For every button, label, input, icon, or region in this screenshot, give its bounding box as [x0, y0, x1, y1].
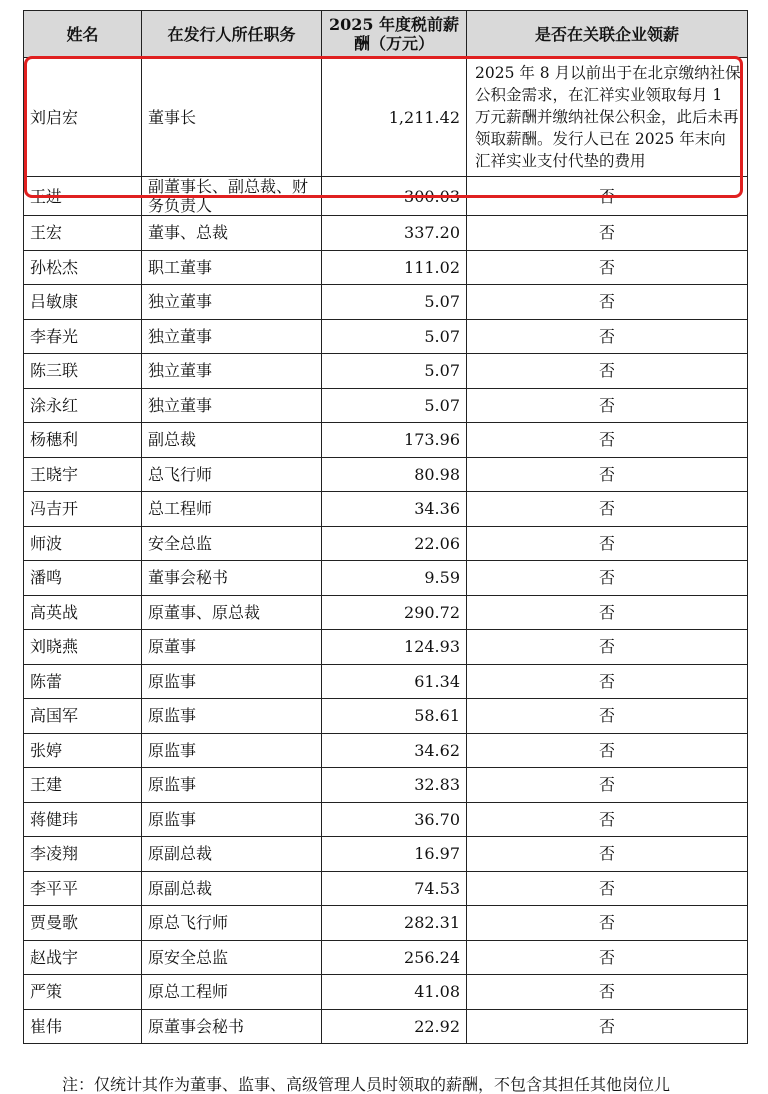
cell-position: 原监事	[142, 664, 322, 699]
cell-position: 原安全总监	[142, 940, 322, 975]
cell-name: 冯吉开	[24, 492, 142, 527]
cell-name: 刘晓燕	[24, 630, 142, 665]
cell-related-pay: 否	[467, 871, 748, 906]
cell-position: 副董事长、副总裁、财务负责人	[142, 177, 322, 216]
footnote: 注：仅统计其作为董事、监事、高级管理人员时领取的薪酬，不包含其担任其他岗位儿	[62, 1075, 671, 1094]
cell-related-pay: 否	[467, 285, 748, 320]
cell-name: 李平平	[24, 871, 142, 906]
cell-position: 原总飞行师	[142, 906, 322, 941]
table-row	[24, 595, 748, 630]
cell-name: 吕敏康	[24, 285, 142, 320]
table-row	[24, 630, 748, 665]
cell-related-pay: 否	[467, 250, 748, 285]
table-row	[24, 388, 748, 423]
table-row	[24, 975, 748, 1010]
table-row	[24, 906, 748, 941]
cell-related-pay: 否	[467, 526, 748, 561]
cell-name: 陈三联	[24, 354, 142, 389]
table-row	[24, 216, 748, 251]
cell-position: 原监事	[142, 802, 322, 837]
cell-position: 总飞行师	[142, 457, 322, 492]
cell-related-pay: 否	[467, 319, 748, 354]
cell-salary: 61.34	[322, 664, 467, 699]
cell-related-pay: 否	[467, 354, 748, 389]
cell-name: 崔伟	[24, 1009, 142, 1044]
table-row	[24, 664, 748, 699]
table-body	[24, 58, 748, 1044]
cell-related-pay: 否	[467, 733, 748, 768]
cell-related-pay: 否	[467, 561, 748, 596]
cell-related-pay: 否	[467, 699, 748, 734]
cell-salary: 32.83	[322, 768, 467, 803]
cell-name: 李春光	[24, 319, 142, 354]
cell-position: 原董事会秘书	[142, 1009, 322, 1044]
table-row	[24, 492, 748, 527]
cell-related-pay: 否	[467, 630, 748, 665]
cell-position: 原监事	[142, 768, 322, 803]
cell-position: 职工董事	[142, 250, 322, 285]
header-salary: 2025 年度税前薪酬（万元）	[322, 11, 467, 58]
cell-salary: 124.93	[322, 630, 467, 665]
cell-position: 独立董事	[142, 354, 322, 389]
table-row	[24, 526, 748, 561]
cell-name: 涂永红	[24, 388, 142, 423]
cell-salary: 74.53	[322, 871, 467, 906]
cell-position: 独立董事	[142, 319, 322, 354]
cell-salary: 58.61	[322, 699, 467, 734]
cell-name: 孙松杰	[24, 250, 142, 285]
cell-salary: 256.24	[322, 940, 467, 975]
cell-name: 潘鸣	[24, 561, 142, 596]
cell-salary: 290.72	[322, 595, 467, 630]
cell-name: 贾曼歌	[24, 906, 142, 941]
cell-related-pay: 否	[467, 802, 748, 837]
cell-salary: 80.98	[322, 457, 467, 492]
cell-name: 张婷	[24, 733, 142, 768]
cell-related-pay: 否	[467, 768, 748, 803]
cell-related-pay: 否	[467, 492, 748, 527]
cell-related-pay: 否	[467, 664, 748, 699]
cell-salary: 34.62	[322, 733, 467, 768]
cell-related-pay: 否	[467, 837, 748, 872]
table-row	[24, 354, 748, 389]
cell-salary: 22.06	[322, 526, 467, 561]
cell-related-pay: 否	[467, 906, 748, 941]
cell-salary: 22.92	[322, 1009, 467, 1044]
cell-salary: 173.96	[322, 423, 467, 458]
cell-salary: 282.31	[322, 906, 467, 941]
cell-name: 高国军	[24, 699, 142, 734]
table-row	[24, 940, 748, 975]
cell-name: 赵战宇	[24, 940, 142, 975]
cell-related-pay: 否	[467, 177, 748, 216]
compensation-table	[23, 10, 748, 1044]
cell-salary: 111.02	[322, 250, 467, 285]
table-row	[24, 177, 748, 216]
cell-related-pay: 否	[467, 940, 748, 975]
cell-related-pay: 否	[467, 1009, 748, 1044]
table-row	[24, 319, 748, 354]
cell-related-pay: 2025 年 8 月以前出于在北京缴纳社保公积金需求，在汇祥实业领取每月 1 万元薪酬并缴纳社保公积金，此后未再领取薪酬。发行人已在 2025 年末向汇祥实业支付代垫的费用	[467, 58, 748, 177]
cell-name: 严策	[24, 975, 142, 1010]
cell-position: 安全总监	[142, 526, 322, 561]
cell-related-pay: 否	[467, 216, 748, 251]
cell-salary: 5.07	[322, 388, 467, 423]
cell-position: 董事长	[142, 58, 322, 177]
table-row	[24, 1009, 748, 1044]
cell-salary: 9.59	[322, 561, 467, 596]
cell-salary: 41.08	[322, 975, 467, 1010]
cell-salary: 5.07	[322, 354, 467, 389]
cell-salary: 5.07	[322, 319, 467, 354]
table-row	[24, 837, 748, 872]
cell-name: 王建	[24, 768, 142, 803]
cell-salary: 36.70	[322, 802, 467, 837]
cell-name: 王宏	[24, 216, 142, 251]
cell-position: 独立董事	[142, 285, 322, 320]
table-row	[24, 733, 748, 768]
cell-name: 王晓宇	[24, 457, 142, 492]
cell-name: 师波	[24, 526, 142, 561]
cell-position: 原副总裁	[142, 871, 322, 906]
cell-position: 总工程师	[142, 492, 322, 527]
cell-position: 原监事	[142, 733, 322, 768]
cell-position: 原监事	[142, 699, 322, 734]
table-row	[24, 699, 748, 734]
cell-name: 刘启宏	[24, 58, 142, 177]
cell-name: 陈蕾	[24, 664, 142, 699]
cell-position: 副总裁	[142, 423, 322, 458]
cell-position: 原总工程师	[142, 975, 322, 1010]
cell-related-pay: 否	[467, 975, 748, 1010]
table-row	[24, 58, 748, 177]
header-related-pay: 是否在关联企业领薪	[467, 11, 748, 58]
cell-position: 董事、总裁	[142, 216, 322, 251]
cell-position: 原董事、原总裁	[142, 595, 322, 630]
cell-related-pay: 否	[467, 595, 748, 630]
table-row	[24, 457, 748, 492]
cell-position: 独立董事	[142, 388, 322, 423]
cell-salary: 34.36	[322, 492, 467, 527]
cell-name: 李凌翔	[24, 837, 142, 872]
cell-position: 董事会秘书	[142, 561, 322, 596]
cell-salary: 300.03	[322, 177, 467, 216]
header-position: 在发行人所任职务	[142, 11, 322, 58]
table-header-row	[24, 11, 748, 58]
header-name: 姓名	[24, 11, 142, 58]
cell-salary: 5.07	[322, 285, 467, 320]
table-row	[24, 768, 748, 803]
table-row	[24, 561, 748, 596]
cell-name: 蒋健玮	[24, 802, 142, 837]
table-row	[24, 802, 748, 837]
cell-related-pay: 否	[467, 423, 748, 458]
table-row	[24, 250, 748, 285]
table-row	[24, 423, 748, 458]
cell-salary: 1,211.42	[322, 58, 467, 177]
cell-related-pay: 否	[467, 457, 748, 492]
cell-salary: 16.97	[322, 837, 467, 872]
table-row	[24, 871, 748, 906]
cell-related-pay: 否	[467, 388, 748, 423]
cell-name: 高英战	[24, 595, 142, 630]
cell-name: 王进	[24, 177, 142, 216]
cell-position: 原董事	[142, 630, 322, 665]
cell-name: 杨穗利	[24, 423, 142, 458]
table-row	[24, 285, 748, 320]
cell-position: 原副总裁	[142, 837, 322, 872]
cell-salary: 337.20	[322, 216, 467, 251]
